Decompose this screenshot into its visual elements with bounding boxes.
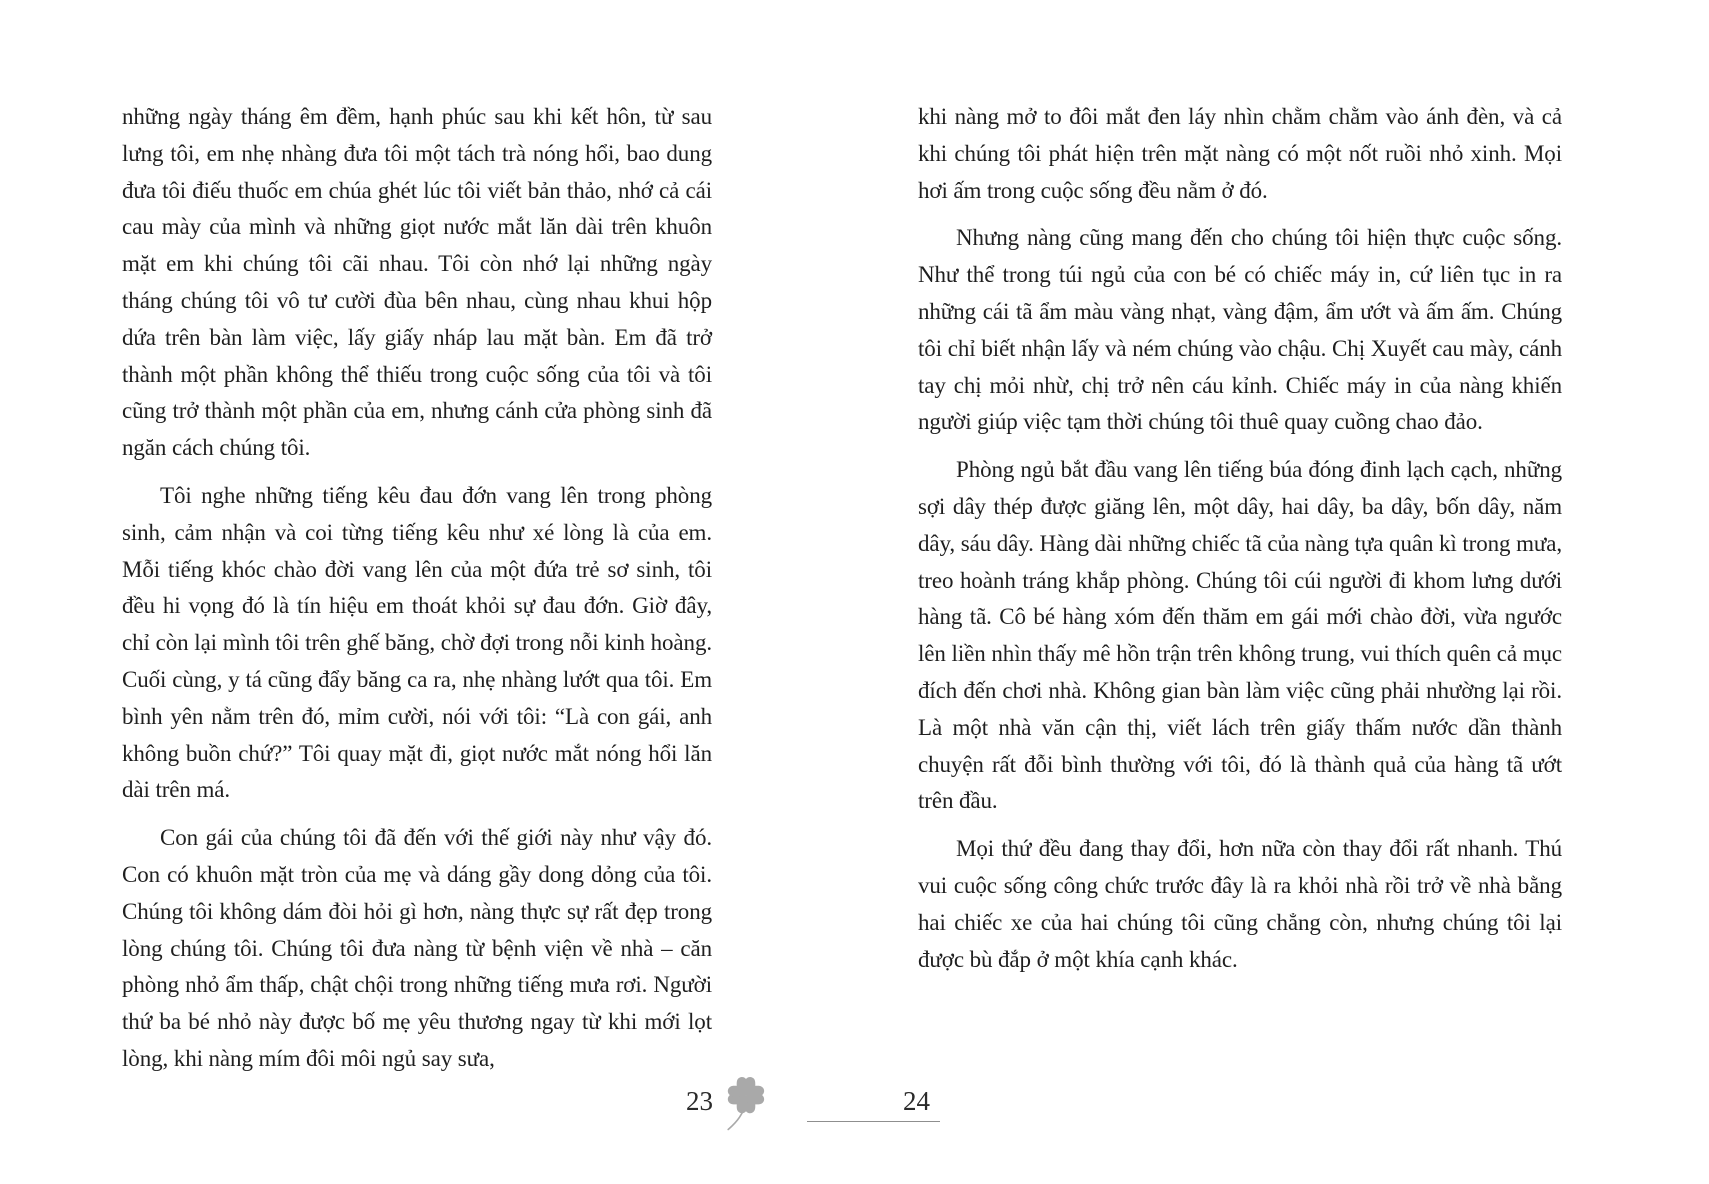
paragraph: khi nàng mở to đôi mắt đen láy nhìn chằm chằm vào ánh đèn, và cả khi chúng tôi phát hiện trên mặt nàng có một nốt ruồi nhỏ xinh. Mọi hơi ấm trong cuộc sống đều nằm ở đó. [918, 104, 1562, 203]
paragraph: Con gái của chúng tôi đã đến với thế giới này như vậy đó. Con có khuôn mặt tròn của mẹ và dáng gầy dong dỏng của tôi. Chúng tôi không dám đòi hỏi gì hơn, nàng thực sự rất đẹp trong lòng chúng tôi. Chúng tôi đưa nàng từ bệnh viện về nhà – căn phòng nhỏ ẩm thấp, chật chội trong những tiếng mưa rơi. Người thứ ba bé nhỏ này được bố mẹ yêu thương ngay từ khi mới lọt lòng, khi nàng mím đôi môi ngủ say sưa, [122, 825, 712, 1071]
footer-rule [807, 1121, 940, 1122]
paragraph: những ngày tháng êm đềm, hạnh phúc sau khi kết hôn, từ sau lưng tôi, em nhẹ nhàng đưa tôi một tách trà nóng hổi, bao dung đưa tôi điếu thuốc em chúa ghét lúc tôi viết bản thảo, nhớ cả cái cau mày của mình và những giọt nước mắt lăn dài trên khuôn mặt em khi chúng tôi cãi nhau. Tôi còn nhớ lại những ngày tháng chúng tôi vô tư cười đùa bên nhau, cùng nhau khui hộp dứa trên bàn làm việc, lấy giấy nháp lau mặt bàn. Em đã trở thành một phần không thể thiếu trong cuộc sống của tôi và tôi cũng trở thành một phần của em, nhưng cánh cửa phòng sinh đã ngăn cách chúng tôi. [122, 104, 712, 461]
right-page-number: 24 [903, 1086, 930, 1116]
left-page-number: 23 [686, 1086, 713, 1116]
paragraph: Tôi nghe những tiếng kêu đau đớn vang lên trong phòng sinh, cảm nhận và coi từng tiếng kêu như xé lòng là của em. Mỗi tiếng khóc chào đời vang lên của một đứa trẻ sơ sinh, tôi đều hi vọng đó là tín hiệu em thoát khỏi sự đau đớn. Giờ đây, chỉ còn lại mình tôi trên ghế băng, chờ đợi trong nỗi kinh hoàng. Cuối cùng, y tá cũng đẩy băng ca ra, nhẹ nhàng lướt qua tôi. Em bình yên nằm trên đó, mỉm cười, nói với tôi: “Là con gái, anh không buồn chứ?” Tôi quay mặt đi, giọt nước mắt nóng hổi lăn dài trên má. [122, 482, 712, 803]
left-page-text [122, 99, 712, 1089]
right-page-text [918, 99, 1562, 989]
paragraph: Nhưng nàng cũng mang đến cho chúng tôi hiện thực cuộc sống. Như thể trong túi ngủ của con bé có chiếc máy in, cứ liên tục in ra những cái tã ẩm màu vàng nhạt, vàng đậm, ẩm ướt và ấm ấm. Chúng tôi chỉ biết nhận lấy và ném chúng vào chậu. Chị Xuyết cau mày, cánh tay chị mỏi nhừ, chị trở nên cáu kỉnh. Chiếc máy in của nàng khiến người giúp việc tạm thời chúng tôi thuê quay cuồng chao đảo. [918, 225, 1562, 435]
paragraph: Phòng ngủ bắt đầu vang lên tiếng búa đóng đinh lạch cạch, những sợi dây thép được giăng lên, một dây, hai dây, ba dây, bốn dây, năm dây, sáu dây. Hàng dài những chiếc tã của nàng tựa quân kì trong mưa, treo hoành tráng khắp phòng. Chúng tôi cúi người đi khom lưng dưới hàng tã. Cô bé hàng xóm đến thăm em gái mới chào đời, vừa ngước lên liền nhìn thấy mê hồn trận trên không trung, vui thích quên cả mục đích đến chơi nhà. Không gian bàn làm việc cũng phải nhường lại rồi. Là một nhà văn cận thị, viết lách trên giấy thấm nước dần thành chuyện rất đỗi bình thường với tôi, đó là thành quả của hàng tã ướt trên đầu. [918, 457, 1562, 814]
four-leaf-clover-icon [714, 1062, 778, 1132]
paragraph: Mọi thứ đều đang thay đổi, hơn nữa còn thay đổi rất nhanh. Thú vui cuộc sống công chức trước đây là ra khỏi nhà rồi trở về nhà bằng hai chiếc xe của hai chúng tôi cũng chẳng còn, nhưng chúng tôi lại được bù đắp ở một khía cạnh khác. [918, 836, 1562, 972]
